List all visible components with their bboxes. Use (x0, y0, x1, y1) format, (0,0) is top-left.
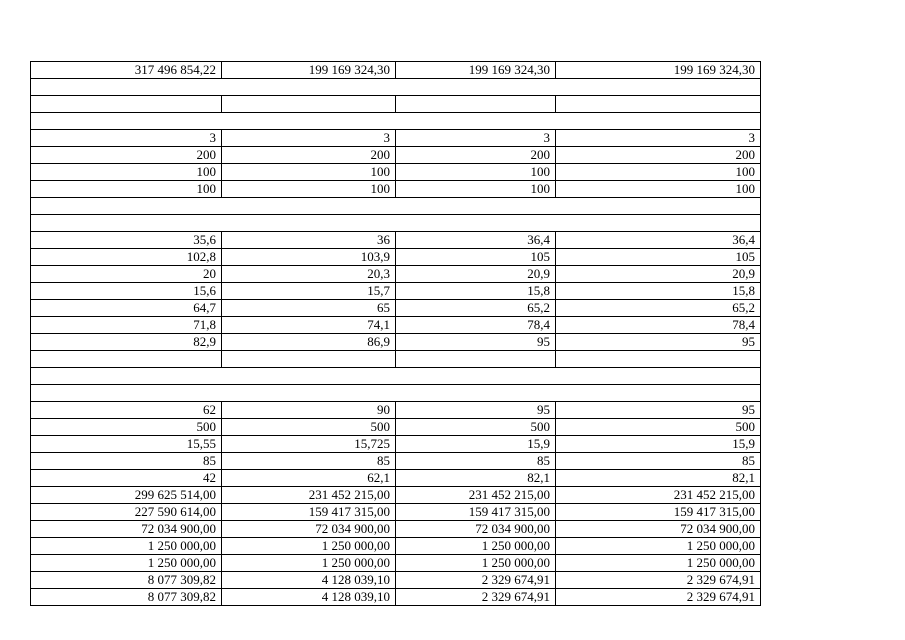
table-cell: 102,8 (31, 249, 222, 266)
table-cell: 71,8 (31, 317, 222, 334)
table-cell: 500 (222, 419, 396, 436)
table-row (31, 351, 761, 368)
table-cell: 100 (556, 164, 761, 181)
table-cell: 105 (556, 249, 761, 266)
table-cell: 72 034 900,00 (31, 521, 222, 538)
table-cell: 72 034 900,00 (556, 521, 761, 538)
table-cell: 2 329 674,91 (556, 589, 761, 606)
table-cell: 8 077 309,82 (31, 589, 222, 606)
blank-merged-cell (31, 368, 761, 385)
table-cell: 85 (556, 453, 761, 470)
table-cell: 42 (31, 470, 222, 487)
table-cell: 82,1 (396, 470, 556, 487)
table-cell: 15,6 (31, 283, 222, 300)
table-cell: 82,9 (31, 334, 222, 351)
table-cell: 15,8 (396, 283, 556, 300)
table-cell: 227 590 614,00 (31, 504, 222, 521)
table-cell: 86,9 (222, 334, 396, 351)
blank-merged-cell (31, 385, 761, 402)
table-cell: 72 034 900,00 (222, 521, 396, 538)
table-cell: 95 (556, 334, 761, 351)
table-cell: 1 250 000,00 (222, 538, 396, 555)
table-cell: 1 250 000,00 (556, 538, 761, 555)
table-cell: 100 (222, 181, 396, 198)
table-cell: 200 (396, 147, 556, 164)
table-cell: 8 077 309,82 (31, 572, 222, 589)
table-cell: 1 250 000,00 (222, 555, 396, 572)
blank-cell (222, 96, 396, 113)
table-body (31, 62, 761, 606)
blank-cell (222, 351, 396, 368)
table-cell: 500 (556, 419, 761, 436)
table-cell: 231 452 215,00 (222, 487, 396, 504)
blank-cell (556, 351, 761, 368)
table-cell: 2 329 674,91 (396, 572, 556, 589)
table-cell: 64,7 (31, 300, 222, 317)
table-cell: 200 (222, 147, 396, 164)
blank-cell (31, 351, 222, 368)
table-cell: 3 (222, 130, 396, 147)
table-row (31, 283, 761, 300)
table-cell: 231 452 215,00 (556, 487, 761, 504)
table-cell: 500 (31, 419, 222, 436)
table-cell: 85 (222, 453, 396, 470)
table-row (31, 96, 761, 113)
table-cell: 100 (31, 181, 222, 198)
table-row (31, 453, 761, 470)
table-cell: 78,4 (556, 317, 761, 334)
table-row (31, 572, 761, 589)
table-cell: 15,9 (396, 436, 556, 453)
table-cell: 317 496 854,22 (31, 62, 222, 79)
table-row (31, 334, 761, 351)
table-cell: 100 (556, 181, 761, 198)
table-cell: 20,9 (396, 266, 556, 283)
table-cell: 1 250 000,00 (396, 555, 556, 572)
blank-cell (396, 96, 556, 113)
table-row (31, 385, 761, 402)
table-cell: 36,4 (396, 232, 556, 249)
table-cell: 100 (396, 164, 556, 181)
table-cell: 15,9 (556, 436, 761, 453)
table-cell: 15,725 (222, 436, 396, 453)
table-cell: 20,3 (222, 266, 396, 283)
table-row (31, 62, 761, 79)
table-cell: 200 (556, 147, 761, 164)
table-cell: 85 (396, 453, 556, 470)
table-row (31, 249, 761, 266)
table-cell: 15,55 (31, 436, 222, 453)
table-row (31, 181, 761, 198)
table-row (31, 79, 761, 96)
table-cell: 20,9 (556, 266, 761, 283)
table-cell: 199 169 324,30 (222, 62, 396, 79)
table-row (31, 521, 761, 538)
table-cell: 500 (396, 419, 556, 436)
table-cell: 231 452 215,00 (396, 487, 556, 504)
table-row (31, 130, 761, 147)
table-cell: 100 (31, 164, 222, 181)
table-cell: 65,2 (396, 300, 556, 317)
table-cell: 1 250 000,00 (396, 538, 556, 555)
table-cell: 82,1 (556, 470, 761, 487)
table-cell: 15,8 (556, 283, 761, 300)
table-row (31, 266, 761, 283)
spreadsheet-table (30, 61, 761, 606)
table-row (31, 198, 761, 215)
table-row (31, 300, 761, 317)
table-cell: 62,1 (222, 470, 396, 487)
table-cell: 20 (31, 266, 222, 283)
blank-cell (31, 96, 222, 113)
table-cell: 200 (31, 147, 222, 164)
table-row (31, 555, 761, 572)
table-row (31, 419, 761, 436)
table-row (31, 504, 761, 521)
table-cell: 1 250 000,00 (556, 555, 761, 572)
table-row (31, 113, 761, 130)
table-cell: 15,7 (222, 283, 396, 300)
table-cell: 103,9 (222, 249, 396, 266)
table-cell: 159 417 315,00 (222, 504, 396, 521)
table-cell: 100 (222, 164, 396, 181)
table-cell: 65,2 (556, 300, 761, 317)
table-row (31, 436, 761, 453)
table-cell: 2 329 674,91 (396, 589, 556, 606)
table-cell: 62 (31, 402, 222, 419)
table-cell: 95 (556, 402, 761, 419)
table-row (31, 470, 761, 487)
table-cell: 85 (31, 453, 222, 470)
table-row (31, 147, 761, 164)
table-cell: 90 (222, 402, 396, 419)
table-row (31, 215, 761, 232)
table-cell: 299 625 514,00 (31, 487, 222, 504)
table-row (31, 317, 761, 334)
table-cell: 3 (31, 130, 222, 147)
table-row (31, 402, 761, 419)
table-row (31, 589, 761, 606)
table-cell: 3 (396, 130, 556, 147)
table-cell: 4 128 039,10 (222, 572, 396, 589)
blank-merged-cell (31, 113, 761, 130)
table-row (31, 368, 761, 385)
table-cell: 100 (396, 181, 556, 198)
table-cell: 159 417 315,00 (396, 504, 556, 521)
table-cell: 1 250 000,00 (31, 555, 222, 572)
table-cell: 95 (396, 402, 556, 419)
table-cell: 199 169 324,30 (556, 62, 761, 79)
blank-cell (396, 351, 556, 368)
table-cell: 35,6 (31, 232, 222, 249)
table-cell: 105 (396, 249, 556, 266)
table-row (31, 538, 761, 555)
table-row (31, 487, 761, 504)
table-cell: 2 329 674,91 (556, 572, 761, 589)
table-cell: 74,1 (222, 317, 396, 334)
table-cell: 3 (556, 130, 761, 147)
blank-merged-cell (31, 79, 761, 96)
table-cell: 36,4 (556, 232, 761, 249)
table-cell: 4 128 039,10 (222, 589, 396, 606)
table-cell: 72 034 900,00 (396, 521, 556, 538)
blank-cell (556, 96, 761, 113)
table-cell: 1 250 000,00 (31, 538, 222, 555)
blank-merged-cell (31, 215, 761, 232)
table-cell: 159 417 315,00 (556, 504, 761, 521)
table-cell: 36 (222, 232, 396, 249)
table-row (31, 232, 761, 249)
table-cell: 65 (222, 300, 396, 317)
table-cell: 199 169 324,30 (396, 62, 556, 79)
table-row (31, 164, 761, 181)
table-cell: 95 (396, 334, 556, 351)
table-cell: 78,4 (396, 317, 556, 334)
blank-merged-cell (31, 198, 761, 215)
